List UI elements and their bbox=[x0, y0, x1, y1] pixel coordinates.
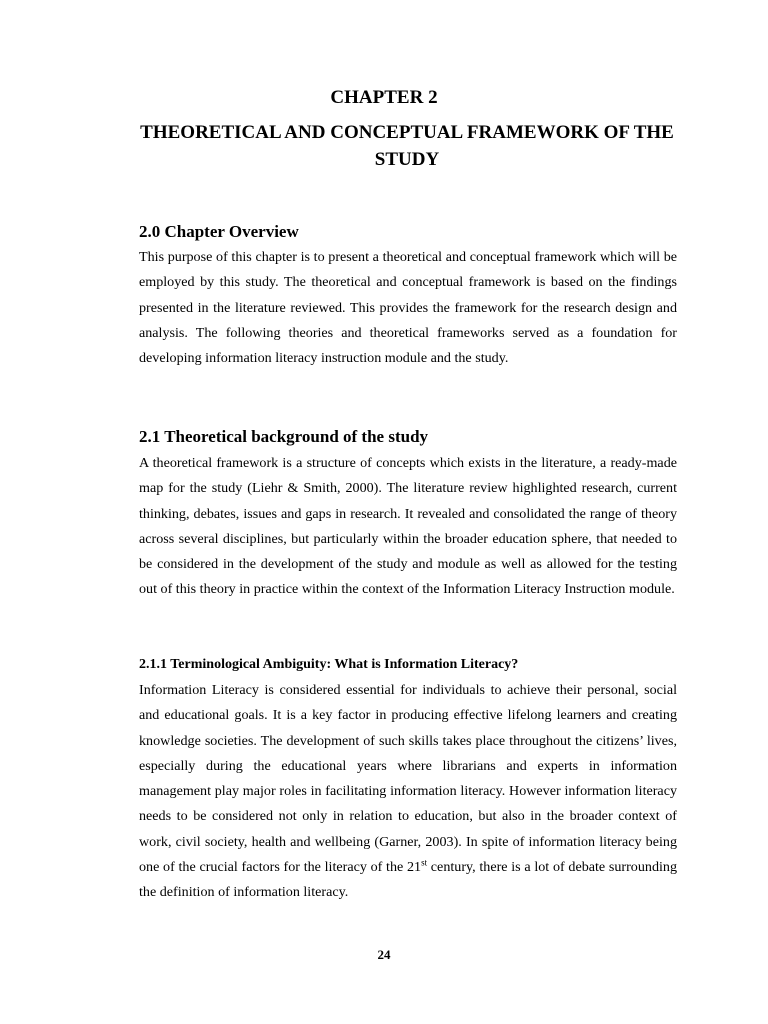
subsection-heading-terminological-ambiguity: 2.1.1 Terminological Ambiguity: What is Information Literacy? bbox=[139, 657, 519, 672]
paragraph-terminological-ambiguity bbox=[139, 678, 677, 906]
section-heading-chapter-overview: 2.0 Chapter Overview bbox=[139, 222, 299, 241]
paragraph-text-part-1: Information Literacy is considered essential for individuals to achieve their personal, social and educational goals. It is a key factor in producing effective lifelong learners and creating knowledge societies. The development of such skills takes place throughout the citizens’ lives, especially during the educational years where librarians and experts in information management play major roles in facilitating information literacy. However information literacy needs to be considered not only in relation to education, but also in the broader context of work, civil society, health and wellbeing (Garner, 2003). In spite of information literacy being one of the crucial factors for the literacy of the 21 bbox=[139, 682, 677, 876]
section-heading-theoretical-background: 2.1 Theoretical background of the study bbox=[139, 427, 429, 446]
page-number: 24 bbox=[377, 947, 391, 962]
ordinal-superscript: st bbox=[421, 857, 428, 868]
paragraph-theoretical-background: A theoretical framework is a structure of concepts which exists in the literature, a ready-made map for the study (Liehr & Smith, 2000). The literature review highlighted research, current thinking, debates, issues and gaps in research. It revealed and consolidated the range of theory across several disciplines, but particularly within the broader education sphere, that needed to be considered in the development of the study and module as well as allowed for the testing out of this theory in practice within the context of the Information Literacy Instruction module. bbox=[139, 455, 677, 598]
chapter-number: CHAPTER 2 bbox=[330, 87, 438, 108]
paragraph-text-part-2: century, there is a lot of debate surrounding the definition of information literacy. bbox=[139, 859, 677, 901]
paragraph-chapter-overview: This purpose of this chapter is to present a theoretical and conceptual framework which will be employed by this study. The theoretical and conceptual framework is based on the findings presented in the literature reviewed. This provides the framework for the research design and analysis. The following theories and theoretical frameworks served as a foundation for developing information literacy instruction module and the study. bbox=[139, 249, 677, 367]
chapter-title: THEORETICAL AND CONCEPTUAL FRAMEWORK OF THE STUDY bbox=[140, 122, 674, 170]
